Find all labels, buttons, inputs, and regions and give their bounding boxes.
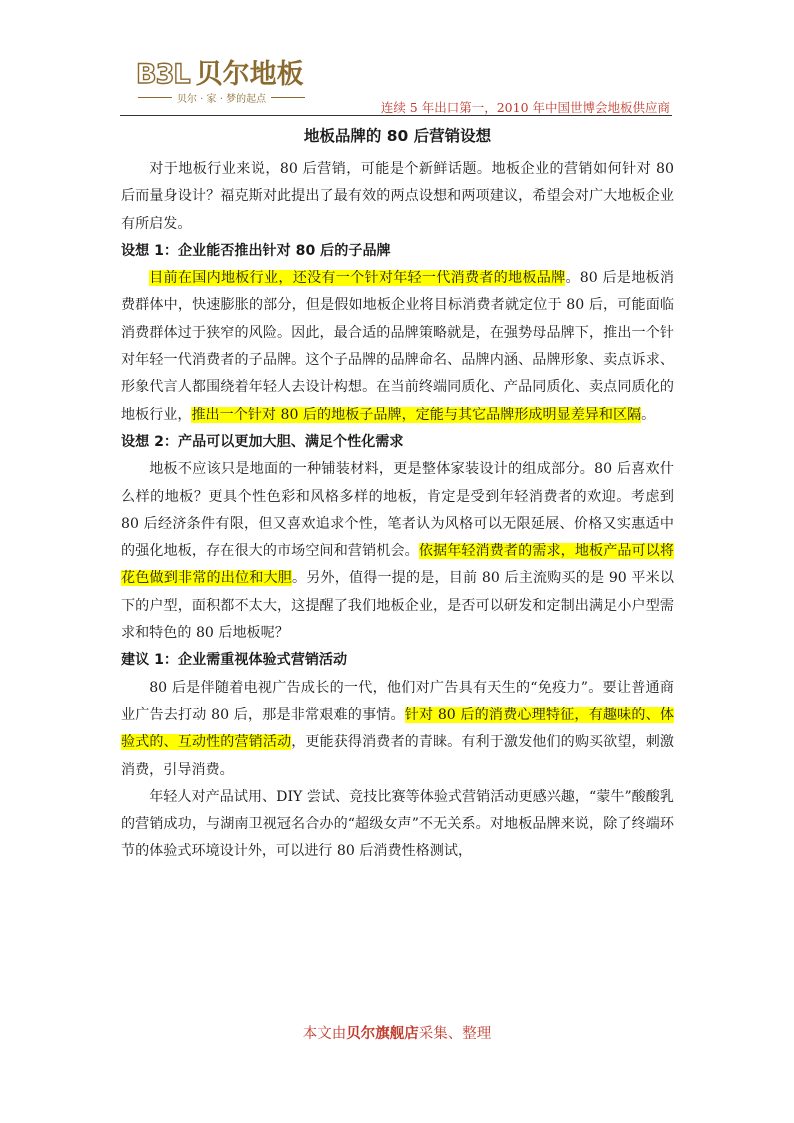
body-text: 。 [641,406,656,423]
section-heading-3: 建议 1：企业需重视体验式营销活动 [121,652,348,669]
page-footer [0,1022,794,1043]
highlight-text: 依据年轻消费者的需求，地板产品可以将花色做到非常的出位和大胆 [121,543,675,587]
slogan-left-line [138,97,172,98]
brand-slogan [133,90,310,105]
footer-suffix: 采集、整理 [418,1026,492,1042]
logo-mark: B3L [136,59,190,90]
section-heading-2: 设想 2：产品可以更加大胆、满足个性化需求 [121,433,404,450]
body-text: 。另外，值得一提的是，目前 80 后主流购买的是 90 平米以下的户型，面积都不太大，这提醒了我们地板企业，是否可以研发和定制出满足小户型需求和特色的 80 后地板呢？ [121,570,674,642]
header-tagline: 连续 5 年出口第一，2010 年中国世博会地板供应商 [380,100,670,115]
highlight-text: 目前在国内地板行业，还没有一个针对年轻一代消费者的地板品牌 [149,270,566,287]
footer-brand-link[interactable]: 贝尔旗舰店 [346,1026,419,1042]
section-1-paragraph [121,265,674,429]
highlight-text: 针对 80 后的消费心理特征，有趣味的、体验式的、互动性的营销活动 [121,706,674,751]
intro-paragraph: 对于地板行业来说，80 后营销，可能是个新鲜话题。地板企业的营销如何针对 80 后而量身设计？福克斯对此提出了最有效的两点设想和两项建议，希望会对广大地板企业有所启发。 [121,161,674,232]
section-3-paragraph [121,675,674,784]
brand-logo [136,60,304,90]
footer-prefix: 本文由 [302,1026,347,1042]
highlight-text: 推出一个针对 80 后的地板子品牌，定能与其它品牌形成明显差异和区隔 [191,406,642,423]
article-title: 地板品牌的 80 后营销设想 [303,127,492,145]
header-divider [120,115,672,116]
section-2-paragraph [121,456,674,647]
section-heading-1: 设想 1：企业能否推出针对 80 后的子品牌 [121,242,391,259]
slogan-text: 贝尔 · 家 · 梦的起点 [177,94,267,105]
page-header [0,0,794,118]
section-3-paragraph-2: 年轻人对产品试用、DIY 尝试、竞技比赛等体验式营销活动更感兴趣，“蒙牛”酸酸乳的营销成功，与湖南卫视冠名合办的“超级女声”不无关系。对地板品牌来说，除了终端环节的体验式环境设计外，可以进行 80 后消费性格测试， [121,788,674,860]
body-text: ，更能获得消费者的青睐。有利于激发他们的购买欲望，刺激消费，引导消费。 [121,734,675,778]
article-body [121,124,674,866]
body-text: 地板不应该只是地面的一种铺装材料，更是整体家装设计的组成部分。80 后喜欢什么样的地板？更具个性色彩和风格多样的地板，肯定是受到年轻消费者的欢迎。考虑到 80 后经济条件有限，但又喜欢追求个性，笔者认为风格可以无限延展、价格又实惠适中的强化地板，存在很大的市场空间和营销机会。 [121,461,674,560]
body-text: 80 后是伴随着电视广告成长的一代，他们对广告具有天生的“免疫力”。要让普通商业广告去打动 80 后，那是非常艰难的事情。 [121,679,674,723]
slogan-right-line [271,97,305,98]
logo-brand-name: 贝尔地板 [195,59,304,90]
body-text: 。80 后是地板消费群体中，快速膨胀的部分，但是假如地板企业将目标消费者就定位于 80 后，可能面临消费群体过于狭窄的风险。因此，最合适的品牌策略就是，在强势母品牌下，推出一个针对年轻一代消费者的子品牌。这个子品牌的品牌命名、品牌内涵、品牌形象、卖点诉求、形象代言人都围绕着年轻人去设计构想。在当前终端同质化、产品同质化、卖点同质化的地板行业， [121,270,674,423]
